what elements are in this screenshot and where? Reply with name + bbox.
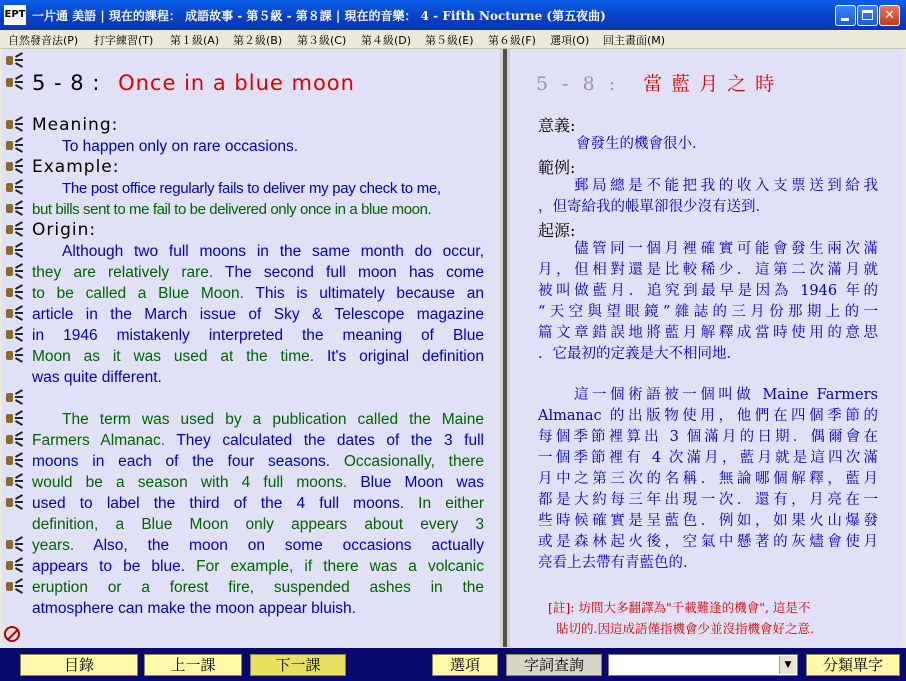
menu-phonics[interactable]: 自然發音法(P) xyxy=(8,34,79,47)
speaker-icon[interactable] xyxy=(6,306,24,320)
text-segment: moons in each of the four seasons. xyxy=(32,453,331,470)
text-segment: It's original definition xyxy=(314,348,484,365)
paragraph-line-zh: ．它最初的定義是大不相同地． xyxy=(538,346,741,362)
paragraph-line xyxy=(32,304,484,325)
origin-label: Origin: xyxy=(32,220,97,240)
paragraph-line xyxy=(32,367,484,388)
maximize-button[interactable] xyxy=(857,5,878,26)
speaker-icon[interactable] xyxy=(6,327,24,341)
speaker-icon[interactable] xyxy=(6,390,24,404)
paragraph-line-zh: 都是大約每三年出現一次．還有，月亮在一 xyxy=(538,492,878,508)
text-segment: Also, the moon on some occasions actually xyxy=(74,537,484,554)
text-segment: Occasionally, there xyxy=(330,453,485,470)
text-segment: they are relatively rare. xyxy=(32,264,214,281)
example-line-zh: 郵局總是不能把我的收入支票送到給我 xyxy=(574,178,878,194)
close-icon: ✕ xyxy=(884,8,895,23)
lesson-heading-zh xyxy=(536,69,783,96)
lesson-title-zh: 當藍月之時 xyxy=(643,73,784,95)
text-segment: was quite different. xyxy=(32,369,162,386)
text-segment: Moon as it was used at the time. xyxy=(32,348,315,365)
lesson-title-en: Once in a blue moon xyxy=(118,71,355,95)
menu-typing[interactable]: 打字練習(T) xyxy=(94,34,154,47)
speaker-icon[interactable] xyxy=(6,453,24,467)
text-segment: used to label the third of the 4 full moons. xyxy=(32,495,405,512)
lesson-number: 5 - 8 : xyxy=(32,71,101,95)
speaker-icon[interactable] xyxy=(6,138,24,152)
speaker-icon[interactable] xyxy=(6,495,24,509)
menu-level-6[interactable]: 第６級(F) xyxy=(488,34,536,47)
lesson-heading-en xyxy=(32,71,355,95)
paragraph-line-zh: “天空與望眼鏡”雜誌的三月份那期上的一 xyxy=(538,304,878,320)
close-button[interactable] xyxy=(879,5,900,26)
paragraph-line-zh: 或是森林起火後，空氣中懸著的灰燼會使月 xyxy=(538,534,878,550)
text-segment: In either xyxy=(404,495,485,512)
paragraph-line-zh: 亮看上去帶有青藍色的． xyxy=(538,555,698,571)
speaker-icon[interactable] xyxy=(6,75,24,89)
vocabulary-button[interactable]: 分類單字 xyxy=(806,654,900,676)
speaker-icon[interactable] xyxy=(6,348,24,362)
speaker-icon[interactable] xyxy=(6,558,24,572)
text-segment: This is ultimately because an xyxy=(243,285,484,302)
paragraph-line xyxy=(32,451,484,472)
text-segment: They calculated the dates of the 3 full xyxy=(165,432,484,449)
paragraph-line xyxy=(32,514,484,535)
paragraph-line xyxy=(32,262,484,283)
speaker-icon[interactable] xyxy=(6,537,24,551)
paragraph-line-zh: 儘管同一個月裡確實可能會發生兩次滿 xyxy=(574,241,878,257)
speaker-icon[interactable] xyxy=(6,474,24,488)
text-segment: Although two full moons in the same month do occur, xyxy=(62,243,484,260)
options-button[interactable]: 選項 xyxy=(432,654,498,676)
paragraph-line-zh: 每個季節裡算出 3 個滿月的日期．偶爾會在 xyxy=(538,429,878,445)
speaker-icon[interactable] xyxy=(6,53,24,67)
menu-level-2[interactable]: 第２級(B) xyxy=(233,34,283,47)
paragraph-line-zh: 這一個術語被一個叫做 Maine Farmers xyxy=(574,387,878,403)
paragraph-line-zh: Almanac 的出版物使用，他們在四個季節的 xyxy=(538,408,878,424)
text-segment: would be a season with 4 full moons. xyxy=(32,474,348,491)
speaker-icon[interactable] xyxy=(6,264,24,278)
paragraph-line xyxy=(32,577,484,598)
paragraph-line xyxy=(62,241,484,262)
window-title: 一片通 美語 | 現在的課程： 成語故事 - 第５級 - 第８課 | 現在的音樂： 4 - Fifth Nocturne (第五夜曲) xyxy=(32,9,606,23)
translation-note: [註]: 坊間大多翻譯為"千載難逢的機會", 這是不 xyxy=(548,600,811,615)
next-lesson-button[interactable]: 下一課 xyxy=(250,654,346,676)
origin-label-zh: 起源: xyxy=(538,221,576,240)
text-segment: eruption or a forest fire, suspended ashes in the xyxy=(32,579,484,596)
menu-level-5[interactable]: 第５級(E) xyxy=(425,34,474,47)
text-segment: Farmers Almanac. xyxy=(32,432,166,449)
lookup-combo[interactable] xyxy=(608,654,798,676)
text-segment: Blue Moon was xyxy=(347,474,484,491)
speaker-icon[interactable] xyxy=(6,579,24,593)
chevron-down-icon[interactable]: ▼ xyxy=(779,656,796,674)
text-segment: to be called a Blue Moon. xyxy=(32,285,244,302)
text-segment: For example, if there was a volcanic xyxy=(185,558,484,575)
menu-level-1[interactable]: 第１級(A) xyxy=(170,34,220,47)
menu-options[interactable]: 選項(O) xyxy=(550,34,590,47)
dictionary-lookup-button[interactable]: 字詞查詢 xyxy=(506,654,602,676)
paragraph-line-zh: 一個季節裡有 4 次滿月，藍月就是這四次滿 xyxy=(538,450,878,466)
paragraph-line xyxy=(32,325,484,346)
paragraph-line-zh: 些時候確實是呈藍色．例如，如果火山爆發 xyxy=(538,513,878,529)
app-icon: EPT xyxy=(4,5,26,25)
speaker-icon[interactable] xyxy=(6,117,24,131)
speaker-icon[interactable] xyxy=(6,243,24,257)
speaker-icon[interactable] xyxy=(6,222,24,236)
speaker-icon[interactable] xyxy=(6,159,24,173)
text-segment: years. xyxy=(32,537,75,554)
paragraph-line xyxy=(32,493,484,514)
meaning-label: Meaning: xyxy=(32,115,119,135)
text-segment: atmosphere can make the moon appear bluish. xyxy=(32,600,356,617)
paragraph-line xyxy=(62,409,484,430)
example-line: The post office regularly fails to deliver my pay check to me, xyxy=(62,180,441,197)
text-segment: The second full moon has come xyxy=(213,264,484,281)
paragraph-line xyxy=(32,283,484,304)
previous-lesson-button[interactable]: 上一課 xyxy=(144,654,242,676)
speaker-icon[interactable] xyxy=(6,201,24,215)
menu-bar xyxy=(0,30,906,49)
example-label: Example: xyxy=(32,157,120,177)
paragraph-line xyxy=(32,598,484,619)
text-segment: The term was used by a publication called the Maine xyxy=(62,411,484,428)
speaker-icon[interactable] xyxy=(6,285,24,299)
paragraph-line-zh: 篇文章錯誤地將藍月解釋成當時使用的意思 xyxy=(538,325,878,341)
example-line-zh: ，但寄給我的帳單卻很少沒有送到． xyxy=(538,199,770,215)
paragraph-line-zh: 被叫做藍月．追究到最早是因為 1946 年的 xyxy=(538,283,878,299)
paragraph-line xyxy=(32,556,484,577)
example-line: but bills sent to me fail to be delivered only once in a blue moon. xyxy=(32,201,432,218)
minimize-button[interactable] xyxy=(835,5,856,26)
paragraph-line xyxy=(32,535,484,556)
text-segment: article in the March issue of Sky & Telescope magazine xyxy=(32,306,484,323)
paragraph-line xyxy=(32,430,484,451)
translation-note: 貼切的.因這成語僅指機會少並沒指機會好之意. xyxy=(556,621,814,636)
stop-icon[interactable] xyxy=(4,626,20,642)
paragraph-line xyxy=(32,346,484,367)
example-label-zh: 範例: xyxy=(538,158,576,177)
text-segment: appears to be blue. xyxy=(32,558,186,575)
lesson-number-zh: 5 - 8 : xyxy=(536,73,620,95)
paragraph-line-zh: 月，但相對還是比較稀少．這第二次滿月就 xyxy=(538,262,878,278)
menu-level-3[interactable]: 第３級(C) xyxy=(297,34,347,47)
paragraph-line xyxy=(32,472,484,493)
meaning-label-zh: 意義: xyxy=(538,116,576,135)
speaker-icon[interactable] xyxy=(6,432,24,446)
meaning-text: To happen only on rare occasions. xyxy=(62,138,299,155)
speaker-icon[interactable] xyxy=(6,180,24,194)
meaning-text-zh: 會發生的機會很小． xyxy=(576,136,707,152)
index-button[interactable]: 目錄 xyxy=(20,654,138,676)
title-bar xyxy=(0,0,906,30)
menu-main-screen[interactable]: 回主畫面(M) xyxy=(603,34,666,47)
menu-level-4[interactable]: 第４級(D) xyxy=(361,34,412,47)
paragraph-line-zh: 月中之第三次的名稱．無論哪個解釋，藍月 xyxy=(538,471,878,487)
text-segment: in 1946 mistakenly interpreted the meaning of Blue xyxy=(32,327,484,344)
text-segment: definition, a Blue Moon only appears about every 3 xyxy=(32,516,484,533)
speaker-icon[interactable] xyxy=(6,411,24,425)
